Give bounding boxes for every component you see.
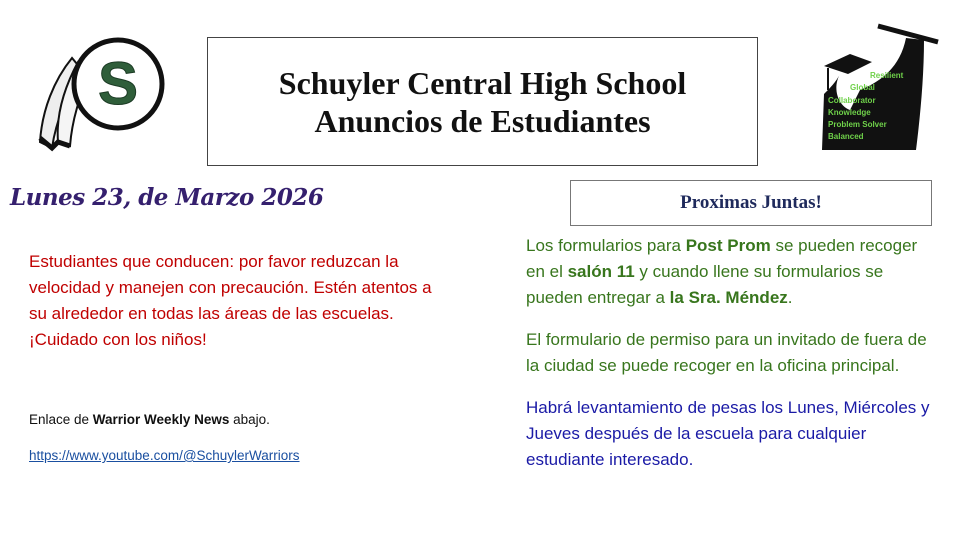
enlace-pre: Enlace de — [29, 412, 93, 427]
logo-word: Balanced — [828, 132, 864, 141]
news-link-label — [29, 411, 454, 429]
graduate-logo — [820, 18, 940, 153]
p1-f: la Sra. Méndez — [669, 288, 788, 307]
driver-warning: Estudiantes que conducen: por favor reduzcan la velocidad y manejen con precaución. Estén atentos a su alrededor en todas las áreas de las escuelas. ¡Cuidado con los niños! — [29, 252, 432, 349]
p1-d: salón 11 — [567, 262, 635, 281]
school-title: Schuyler Central High School — [278, 64, 687, 101]
left-column — [29, 249, 454, 465]
enlace-bold: Warrior Weekly News — [92, 412, 230, 427]
title-box — [207, 37, 758, 166]
right-column — [526, 233, 936, 473]
warriors-logo — [34, 30, 170, 152]
p1-g: . — [787, 288, 793, 307]
guest-permit-announcement: El formulario de permiso para un invitado de fuera de la ciudad se puede recoger en la oficina principal. — [526, 330, 927, 375]
p1-e: y cuando llene su formularios se pueden entregar a — [526, 262, 884, 307]
p1-c: se pueden recoger en el — [526, 236, 918, 281]
enlace-post: abajo. — [229, 412, 270, 427]
logo-word: Knowledge — [828, 108, 871, 117]
logo-word: Collaborator — [828, 96, 876, 105]
logo-word: Global — [850, 83, 875, 92]
logo-word: Resilient — [870, 71, 904, 80]
weightlifting-announcement: Habrá levantamiento de pesas los Lunes, Miércoles y Jueves después de la escuela para cualquier estudiante interesado. — [526, 398, 930, 469]
youtube-link[interactable]: https://www.youtube.com/@SchuylerWarriors — [29, 448, 300, 463]
page-subtitle: Anuncios de Estudiantes — [314, 102, 651, 139]
date-heading: Lunes 23, de Marzo 2026 — [10, 184, 324, 211]
upcoming-meetings-box: Proximas Juntas! — [570, 180, 932, 226]
logo-word: Problem Solver — [828, 120, 887, 129]
post-prom-announcement — [526, 233, 936, 311]
p1-b: Post Prom — [685, 236, 771, 255]
logo-letter: S — [97, 50, 139, 117]
p1-a: Los formularios para — [526, 236, 686, 255]
